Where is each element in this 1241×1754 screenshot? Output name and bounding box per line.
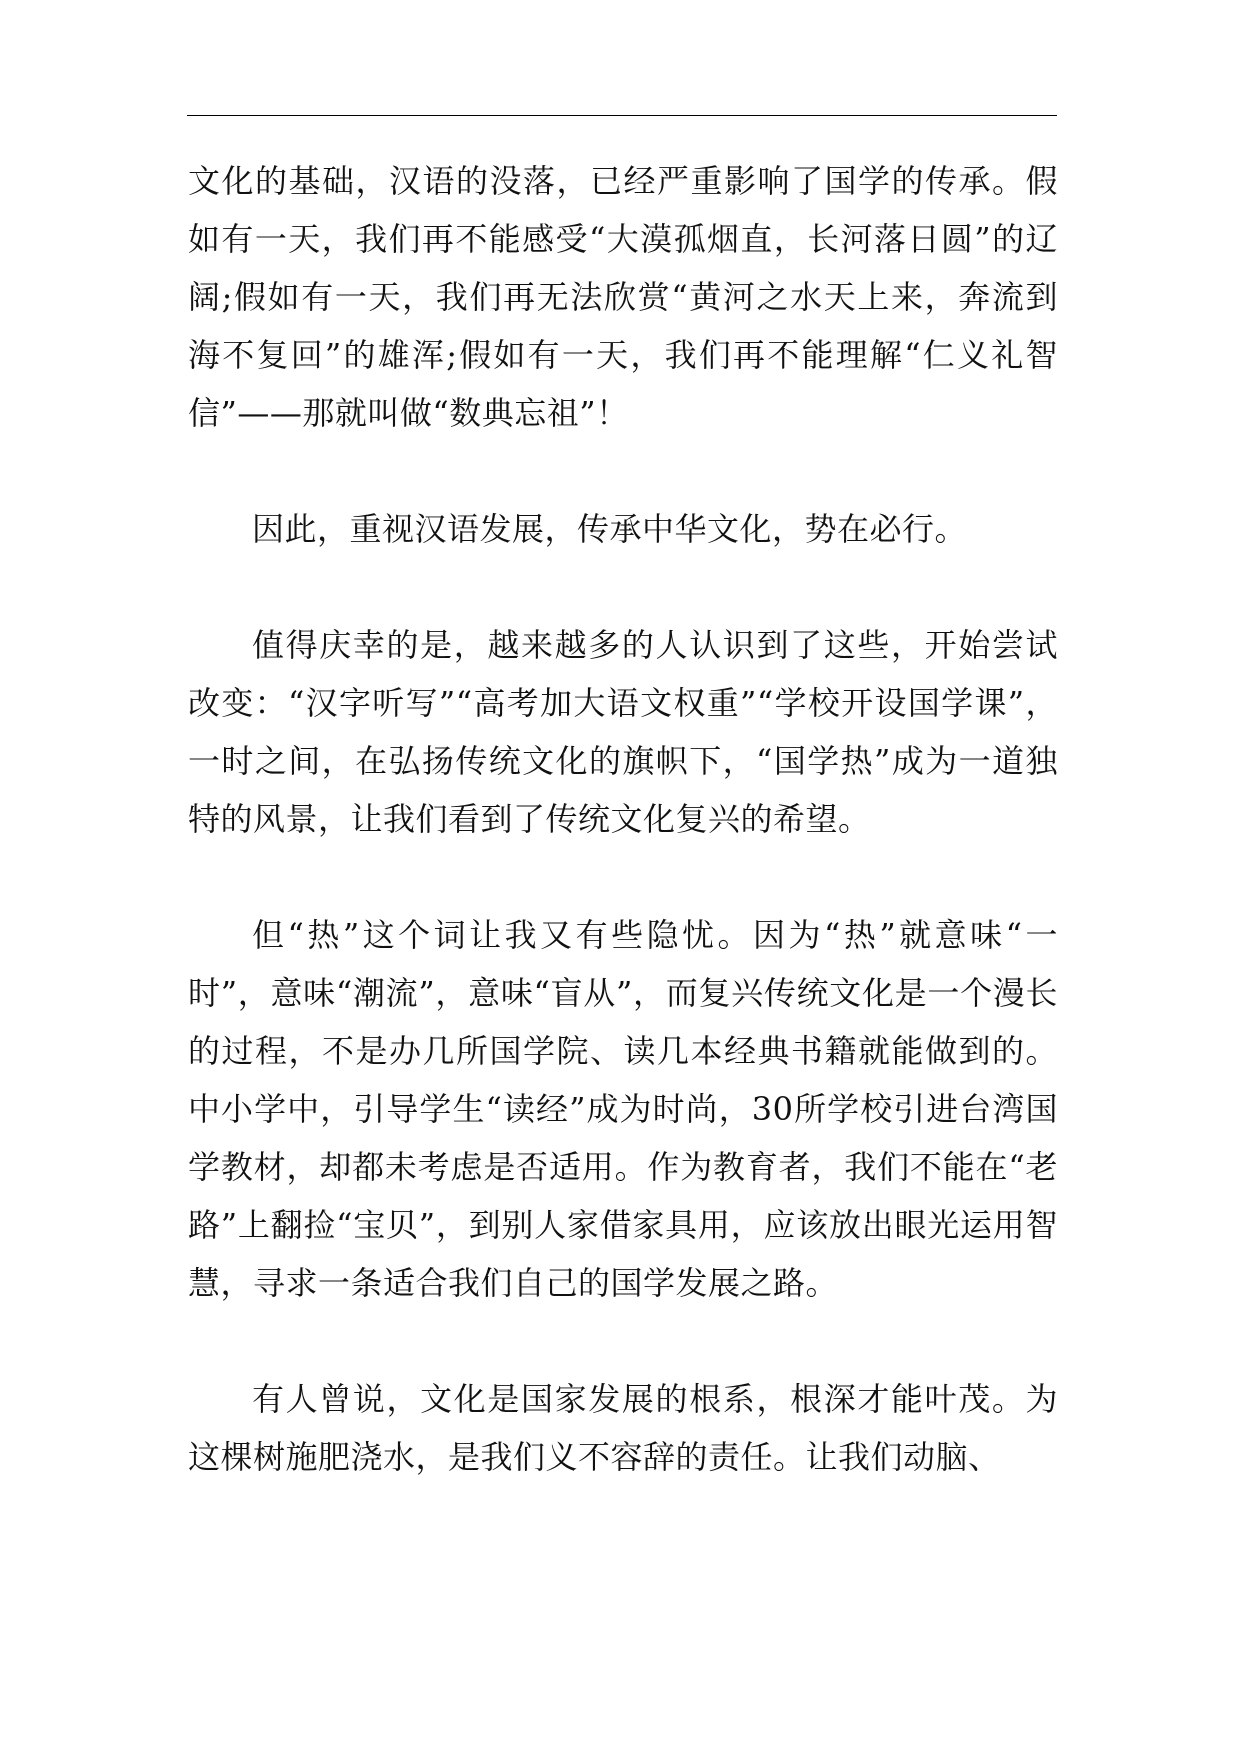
paragraph-5: 有人曾说，文化是国家发展的根系，根深才能叶茂。为这棵树施肥浇水，是我们义不容辞的责任。让我们动脑、 [188,1380,1058,1476]
paragraph-1: 文化的基础，汉语的没落，已经严重影响了国学的传承。假如有一天，我们再不能感受“大漠孤烟直，长河落日圆”的辽阔;假如有一天，我们再无法欣赏“黄河之水天上来，奔流到海不复回”的雄浑;假如有一天，我们再不能理解“仁义礼智信”——那就叫做“数典忘祖”！ [188,162,1058,432]
document-body [188,152,1058,1486]
paragraph-3: 值得庆幸的是，越来越多的人认识到了这些，开始尝试改变：“汉字听写”“高考加大语文权重”“学校开设国学课”，一时之间，在弘扬传统文化的旗帜下，“国学热”成为一道独特的风景，让我们看到了传统文化复兴的希望。 [188,626,1058,838]
paragraph-2: 因此，重视汉语发展，传承中华文化，势在必行。 [252,510,968,548]
paragraph-4: 但“热”这个词让我又有些隐忧。因为“热”就意味“一时”，意味“潮流”，意味“盲从”，而复兴传统文化是一个漫长的过程，不是办几所国学院、读几本经典书籍就能做到的。中小学中，引导学生“读经”成为时尚，30所学校引进台湾国学教材，却都未考虑是否适用。作为教育者，我们不能在“老路”上翻捡“宝贝”，到别人家借家具用，应该放出眼光运用智慧，寻求一条适合我们自己的国学发展之路。 [188,916,1058,1302]
header-rule [187,115,1057,116]
